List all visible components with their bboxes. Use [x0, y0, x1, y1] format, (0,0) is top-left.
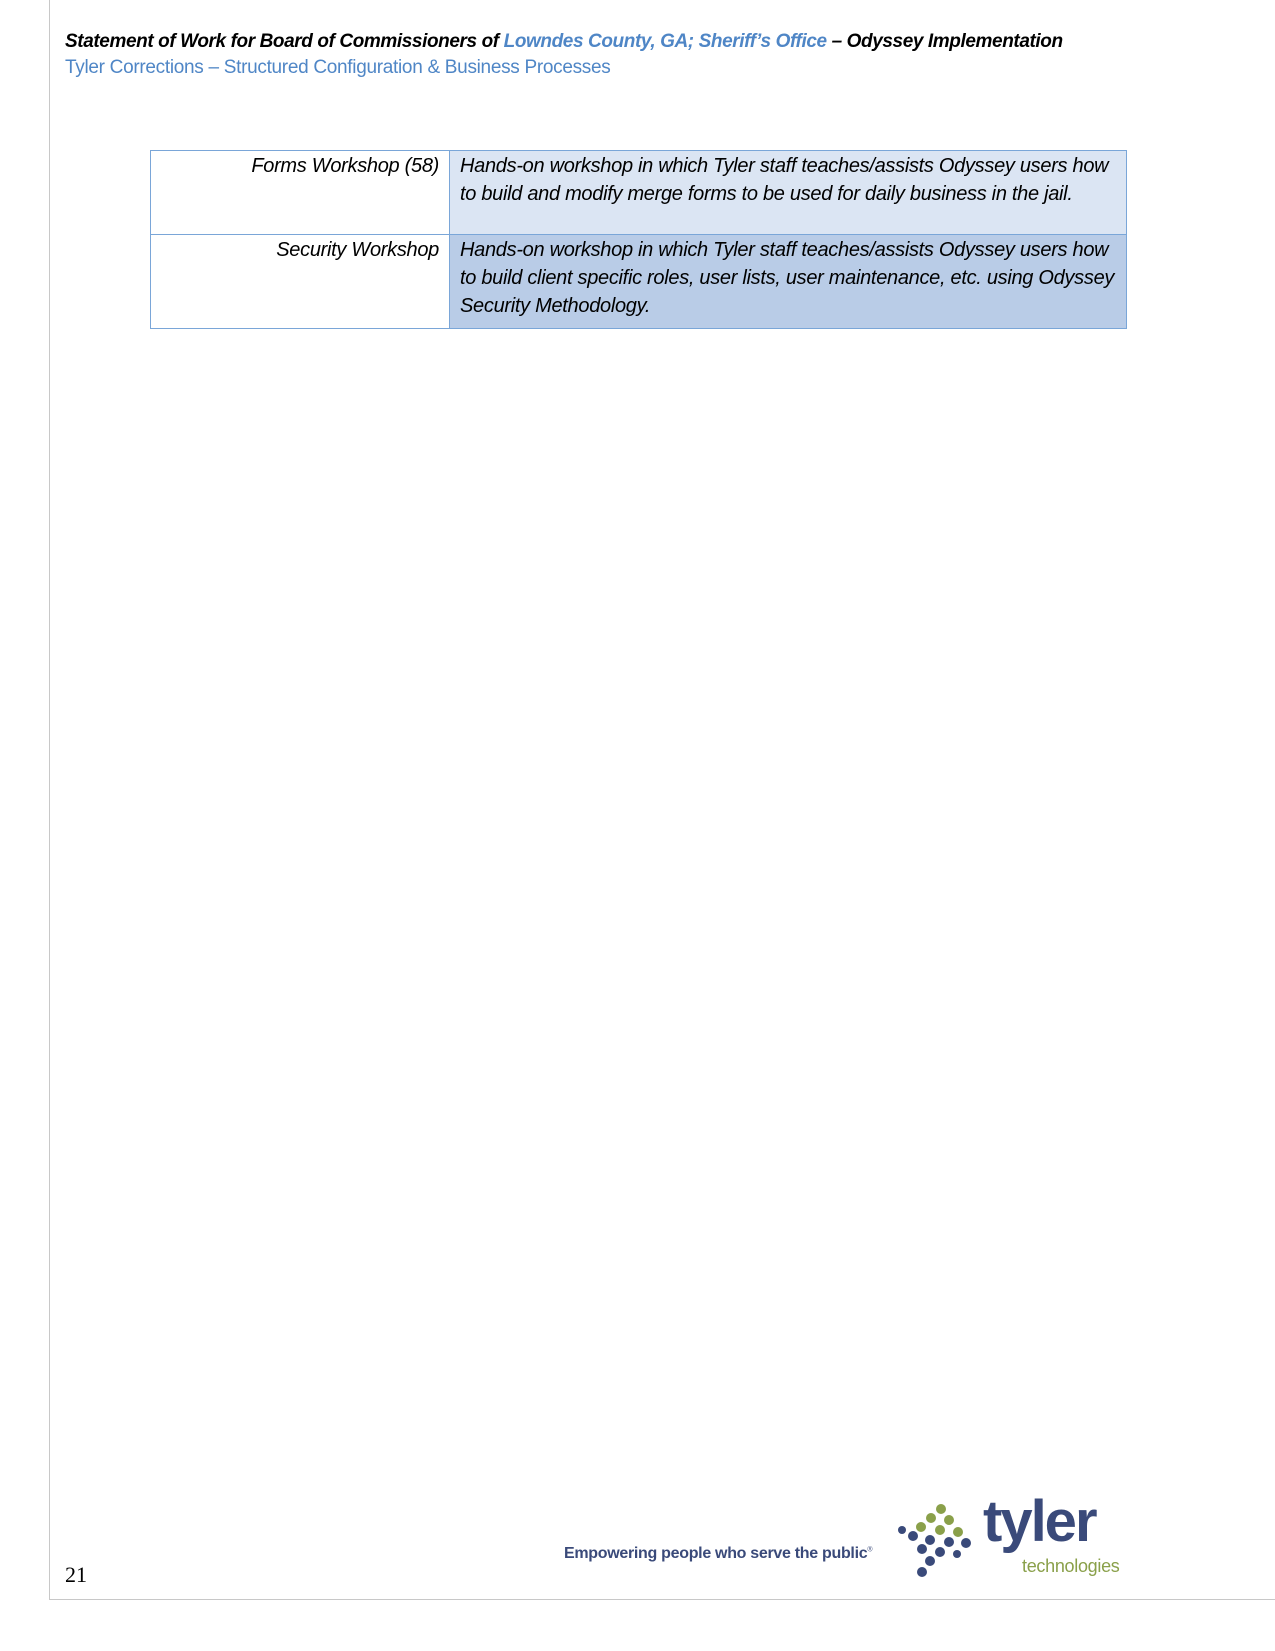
page-number: 21: [65, 1562, 87, 1587]
table-row: [151, 235, 1127, 329]
table-row: [151, 151, 1127, 235]
workshop-name: Forms Workshop (58): [151, 151, 450, 235]
workshop-table: [150, 150, 1127, 329]
page-border-left: [49, 0, 50, 1600]
header-title-suffix: – Odyssey Implementation: [826, 31, 1063, 52]
workshop-description: Hands-on workshop in which Tyler staff teaches/assists Odyssey users how to build client specific roles, user lists, user maintenance, etc. using Odyssey Security Methodology.: [450, 235, 1127, 329]
tyler-logo-dots-icon: [894, 1503, 974, 1578]
registered-mark: ®: [867, 1546, 873, 1554]
workshop-name: Security Workshop: [151, 235, 450, 329]
tyler-logo-word: tyler: [983, 1489, 1096, 1554]
document-header-subtitle: Tyler Corrections – Structured Configuration & Business Processes: [65, 57, 611, 78]
workshop-description: Hands-on workshop in which Tyler staff teaches/assists Odyssey users how to build and modify merge forms to be used for daily business in the jail.: [450, 151, 1127, 235]
page-border-bottom: [49, 1599, 1275, 1600]
tagline-text: Empowering people who serve the public: [564, 1545, 868, 1562]
header-client-name: Lowndes County, GA; Sheriff’s Office: [503, 31, 827, 52]
document-header-title: [65, 31, 1063, 53]
footer-tagline: [564, 1545, 872, 1563]
header-title-prefix: Statement of Work for Board of Commissioners of: [65, 31, 504, 52]
tyler-logo-subtext: technologies: [1022, 1556, 1120, 1576]
